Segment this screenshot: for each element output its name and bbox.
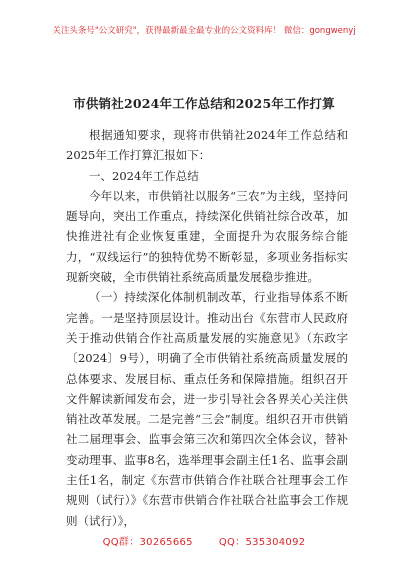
paragraph-overview: 今年以来，市供销社以服务“三农”为主线，坚持问题导向，突出工作重点，持续深化供销社综合改革，加快推进社有企业恢复重建，全面提升为农服务综合能力，“双线运行”的独特优势不断彰显，多项业务指标实现新突破，全市供销社系统高质量发展稳步推进。 xyxy=(66,188,348,285)
section-heading-1: 一、2024年工作总结 xyxy=(89,168,199,183)
document-body xyxy=(66,125,348,531)
top-banner: 关注头条号"公文研究"，获得最新最全最专业的公文资料库！ 微信：gongwenyj xyxy=(52,26,356,36)
footer-contact xyxy=(0,533,408,548)
qq-number: QQ：535304092 xyxy=(218,537,306,548)
document-title: 市供销社2024年工作总结和2025年工作打算 xyxy=(73,96,335,111)
paragraph-intro: 根据通知要求，现将市供销社2024年工作总结和2025年工作打算汇报如下： xyxy=(66,128,348,163)
paragraph-reform: （一）持续深化体制机制改革，行业指导体系不断完善。一是坚持顶层设计。推动出台《东营市人民政府关于推动供销合作社高质量发展的实施意见》（东政字〔2024〕9号），明确了全市供销社系统高质量发展的总体要求、发展目标、重点任务和保障措施。组织召开文件解读新闻发布会，进一步引导社会各界关心关注供销社改革发展。二是完善“三会”制度。组织召开市供销社二届理事会、监事会第三次和第四次全体会议，替补变动理事、监事8名，选举理事会副主任1名、监事会副主任1名，制定《东营市供销合作社联合社理事会工作规则（试行）》《东营市供销合作社联合社监事会工作规则（试行）》， xyxy=(66,290,348,528)
qq-group: QQ群：30265665 xyxy=(102,537,193,548)
